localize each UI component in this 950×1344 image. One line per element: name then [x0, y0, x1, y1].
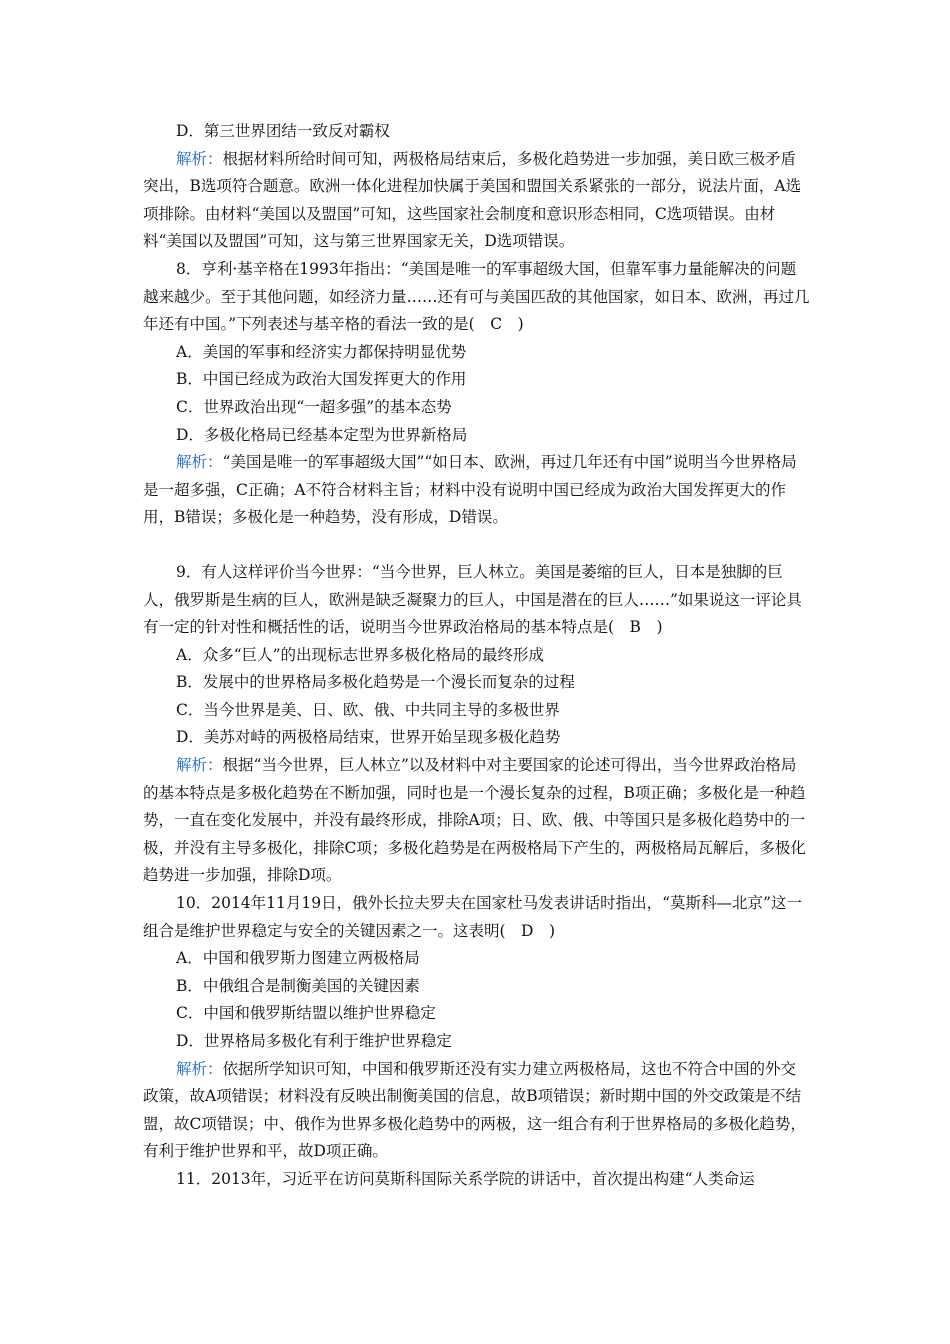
q8-analysis	[143, 449, 811, 532]
q10-option-c: C．中国和俄罗斯结盟以维护世界稳定	[176, 1004, 436, 1023]
analysis-text: 根据“当今世界，巨人林立”以及材料中对主要国家的论述可得出，当今世界政治格局的基本特点是多极化趋势在不断加强，同时也是一个漫长复杂的过程，B项正确；多极化是一种趋势，一直在变化发展中，并没有最终形成，排除A项；日、欧、俄、中等国只是多极化趋势中的一极，并没有主导多极化，排除C项；多极化趋势是在两极格局下产生的，两极格局瓦解后，多极化趋势进一步加强，排除D项。	[143, 756, 806, 885]
analysis-label: 解析：	[176, 453, 223, 472]
q9-option-a: A．众多“巨人”的出现标志世界多极化格局的最终形成	[176, 645, 545, 664]
q10-stem: 10．2014年11月19日，俄外长拉夫罗夫在国家杜马发表讲话时指出，“莫斯科—北京”这一组合是维护世界稳定与安全的关键因素之一。这表明( D )	[143, 894, 802, 940]
q8-option-d: D．多极化格局已经基本定型为世界新格局	[176, 425, 468, 444]
analysis-label: 解析：	[176, 1059, 223, 1078]
analysis-text: “美国是唯一的军事超级大国”“如日本、欧洲，再过几年还有中国”说明当今世界格局是一超多强，C正确；A不符合材料主旨；材料中没有说明中国已经成为政治大国发挥更大的作用，B错误；多极化是一种趋势，没有形成，D错误。	[143, 453, 797, 527]
analysis-label: 解析：	[176, 756, 223, 775]
analysis-text: 根据材料所给时间可知，两极格局结束后，多极化趋势进一步加强，美日欧三极矛盾突出，B选项符合题意。欧洲一体化进程加快属于美国和盟国关系紧张的一部分，说法片面，A选项排除。由材料“美国以及盟国”可知，这些国家社会制度和意识形态相同，C选项错误。由材料“美国以及盟国”可知，这与第三世界国家无关，D选项错误。	[143, 149, 802, 251]
q10-option-d: D．世界格局多极化有利于维护世界稳定	[176, 1032, 452, 1050]
q10-option-b: B．中俄组合是制衡美国的关键因素	[176, 976, 420, 995]
q8-option-b: B．中国已经成为政治大国发挥更大的作用	[176, 370, 467, 389]
q8-stem: 8．亨利·基辛格在1993年指出：“美国是唯一的军事超级大国，但靠军事力量能解决的问题越来越少。至于其他问题，如经济力量……还有可与美国匹敌的其他国家，如日本、欧洲，再过几年还有中国。”下列表述与基辛格的看法一致的是( C )	[143, 259, 810, 334]
analysis-label: 解析：	[176, 149, 223, 168]
q10-analysis	[143, 1056, 811, 1166]
q7-analysis	[143, 146, 811, 256]
q9-option-c: C．当今世界是美、日、欧、俄、中共同主导的多极世界	[176, 700, 560, 719]
q8-option-c: C．世界政治出现“一超多强”的基本态势	[176, 397, 452, 416]
q11-stem: 11．2013年，习近平在访问莫斯科国际关系学院的讲话中，首次提出构建“人类命运	[176, 1169, 755, 1188]
q10-option-a: A．中国和俄罗斯力图建立两极格局	[176, 949, 420, 968]
q9-option-b: B．发展中的世界格局多极化趋势是一个漫长而复杂的过程	[176, 673, 575, 692]
q7-option-d: D．第三世界团结一致反对霸权	[176, 122, 390, 140]
q8-option-a: A．美国的军事和经济实力都保持明显优势	[176, 342, 467, 361]
spacer	[143, 532, 811, 559]
analysis-text: 依据所学知识可知，中国和俄罗斯还没有实力建立两极格局，这也不符合中国的外交政策，故A项错误；材料没有反映出制衡美国的信息，故B项错误；新时期中国的外交政策是不结盟，故C项错误；中、俄作为世界多极化趋势中的两极，这一组合有利于世界格局的多极化趋势，有利于维护世界和平，故D项正确。	[143, 1059, 806, 1161]
q9-analysis	[143, 752, 811, 890]
q9-stem: 9．有人这样评价当今世界：“当今世界，巨人林立。美国是萎缩的巨人，日本是独脚的巨人，俄罗斯是生病的巨人，欧洲是缺乏凝聚力的巨人，中国是潜在的巨人……”如果说这一评论具有一定的针对性和概括性的话，说明当今世界政治格局的基本特点是( B )	[143, 562, 802, 637]
document-body	[143, 118, 811, 1194]
q9-option-d: D．美苏对峙的两极格局结束，世界开始呈现多极化趋势	[176, 728, 561, 747]
